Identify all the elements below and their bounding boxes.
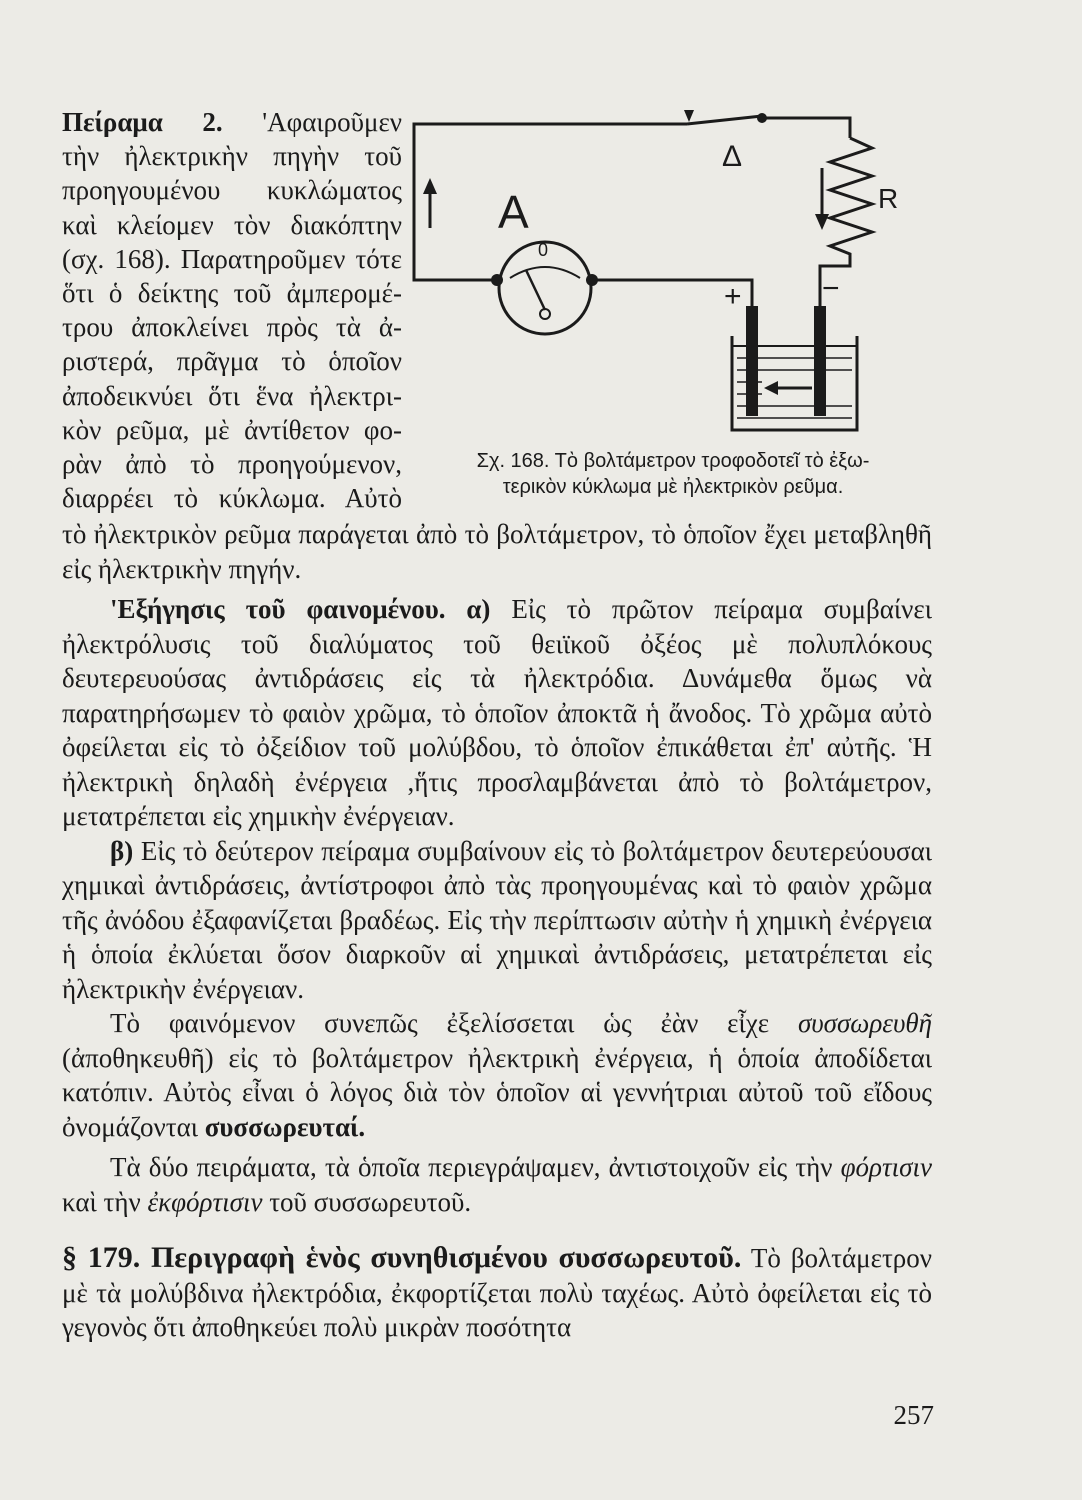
ammeter-zero-label: 0 [538, 240, 549, 260]
paragraph-text: Τὰ δύο πειράματα, τὰ ὁποῖα περιεγράψαμεν, ἀντιστοιχοῦν εἰς τὴν [110, 1152, 841, 1182]
text-line: 'Αφαιροῦμεν [262, 107, 402, 137]
italic-term: συσσωρευθῆ [797, 1008, 932, 1038]
item-b-label: β) [110, 835, 134, 866]
section-179 [62, 1241, 932, 1345]
text-line: τρου ἀποκλείνει πρὸς τὰ ἀ- [62, 312, 402, 343]
ammeter-needle [526, 270, 545, 310]
paragraph-text: Τὸ βολτάμετρον μὲ τὰ μολύβδινα ἠλεκτρόδια, ἐκφορτίζεται πολὺ ταχέως. Αὐτὸ ὀφείλεται εἰς τὸ γεγονὸς ὅτι ἀποθηκεύει πολὺ μικρὰν ποσότητα [62, 1243, 932, 1342]
paragraph-text: (ἀποθηκευθῆ) εἰς τὸ βολτάμετρον ἠλεκτρικὴ ἐνέργεια, ἡ ὁποία ἀποδίδεται κατόπιν. Αὐτὸς εἶναι ὁ λόγος διὰ τὸν ὁποῖον αἱ γεννήτριαι αὐτοῦ τοῦ εἴδους ὀνομάζονται [62, 1042, 932, 1142]
text-line: καὶ κλείομεν τὸν διακόπτην [62, 209, 402, 240]
circuit-diagram [402, 88, 922, 448]
text-line: διαρρέει τὸ κύκλωμα. Αὐτὸ [62, 483, 402, 514]
ammeter-label: A [498, 186, 529, 238]
terminal-dot [757, 113, 767, 123]
text-line: ριστερά, πρᾶγμα τὸ ὁποῖον [62, 346, 402, 377]
text-line: ρὰν ἀπὸ τὸ προηγούμενον, [62, 449, 402, 480]
anode-electrode [746, 306, 758, 416]
switch-pivot [684, 110, 694, 122]
plus-label: + [724, 280, 742, 313]
arrowhead-internal [764, 381, 778, 395]
wire-left-top [414, 124, 687, 280]
resistor-label: R [878, 183, 899, 214]
paragraph-text: τοῦ συσσωρευτοῦ. [262, 1186, 472, 1217]
text-line: κὸν ρεῦμα, μὲ ἀντίθετον φο- [62, 414, 402, 445]
paragraph-charge-discharge [62, 1150, 932, 1219]
paragraph-text: καὶ τὴν [62, 1186, 148, 1217]
italic-term: φόρτισιν [840, 1152, 932, 1182]
paragraph-explanation [62, 592, 932, 834]
paragraph-text: Εἰς τὸ δεύτερον πείραμα συμβαίνουν εἰς τὸ βολτάμετρον δευτερεύουσαι χημικαὶ ἀντιδράσεις, ἀντίστροφοι ἀπὸ τὰς προηγουμένας καὶ τὸ φαιὸν χρῶμα τῆς ἀνόδου ἐξαφανίζεται βραδέως. Εἰς τὴν περίπτωσιν αὐτὴν ἡ χημικὴ ἐνέργεια ἡ ὁποία ἐκλύεται ὅσον διαρκοῦν αἱ χημικαὶ ἀντιδράσεις, μετατρέπεται εἰς ἠλεκτρικὴν ἐνέργειαν. [62, 835, 932, 1004]
figure-caption [438, 448, 908, 500]
arrowhead-right [815, 214, 829, 230]
caption-line: τερικὸν κύκλωμα μὲ ἠλεκτρικὸν ρεῦμα. [502, 476, 844, 498]
section-heading: § 179. Περιγραφὴ ἑνὸς συνηθισμένου συσσωρευτοῦ. [62, 1241, 742, 1274]
intro-paragraph [62, 105, 402, 515]
paragraph-text: Τὸ φαινόμενον συνεπῶς ἐξελίσσεται ὡς ἐὰν εἶχε [110, 1008, 798, 1038]
caption-line: Σχ. 168. Τὸ βολτάμετρον τροφοδοτεῖ τὸ ἐξω- [476, 450, 870, 472]
paragraph-second-experiment [62, 834, 932, 1007]
text-line: ἀποδεικνύει ὅτι ἕνα ἠλεκτρι- [62, 380, 402, 411]
minus-label: − [822, 272, 840, 305]
cathode-electrode [814, 306, 826, 416]
arrowhead-left [423, 178, 437, 194]
experiment-label: Πείραμα 2. [62, 107, 223, 137]
terminal-dot [491, 274, 503, 286]
text-line: προηγουμένου κυκλώματος [62, 175, 402, 206]
paragraph-continuation: τὸ ἠλεκτρικὸν ρεῦμα παράγεται ἀπὸ τὸ βολτάμετρον, τὸ ὁποῖον ἔχει μεταβληθῆ εἰς ἠλεκτρικὴν πηγήν. [62, 519, 932, 584]
circuit-figure [402, 88, 922, 508]
ammeter-scale [510, 267, 580, 278]
italic-term: ἐκφόρτισιν [147, 1186, 263, 1217]
bold-term: συσσωρευταί. [204, 1111, 366, 1142]
text-line: τὴν ἠλεκτρικὴν πηγὴν τοῦ [62, 141, 402, 172]
text-line: (σχ. 168). Παρατηροῦμεν τότε [62, 243, 402, 274]
wire-top-right [762, 118, 850, 138]
explanation-heading: 'Εξήγησις τοῦ φαινομένου. α) [110, 594, 491, 624]
main-text [62, 517, 932, 1345]
text-line: ὅτι ὁ δείκτης τοῦ ἀμπερομέ- [62, 278, 402, 309]
terminal-dot [586, 274, 598, 286]
paragraph-text: Εἰς τὸ πρῶτον πείραμα συμβαίνει ἠλεκτρόλυσις τοῦ διαλύματος τοῦ θειϊκοῦ ὀξέος μὲ πολυπλόκους δευτερευούσας ἀντιδράσεις εἰς τὰ ἠλεκτρόδια. Δυνάμεθα ὅμως νὰ παρατηρήσωμεν τὸ φαιὸν χρῶμα, τὸ ὁποῖον ἀποκτᾶ ἡ ἄνοδος. Τὸ χρῶμα αὐτὸ ὀφείλεται εἰς τὸ ὀξείδιον τοῦ μολύβδου, τὸ ὁποῖον ἐπικάθεται ἐπ' αὐτῆς. Ἡ ἠλεκτρικὴ δηλαδὴ ἐνέργεια ,ἥτις προσλαμβάνεται ἀπὸ τὸ βολτάμετρον, μετατρέπεται εἰς χημικὴν ἐνέργειαν. [62, 594, 932, 831]
switch-blade [687, 116, 762, 124]
paragraph-accumulation [62, 1006, 932, 1144]
page-number: 257 [893, 1400, 934, 1430]
needle-pivot [540, 309, 550, 319]
switch-label: Δ [722, 140, 743, 173]
